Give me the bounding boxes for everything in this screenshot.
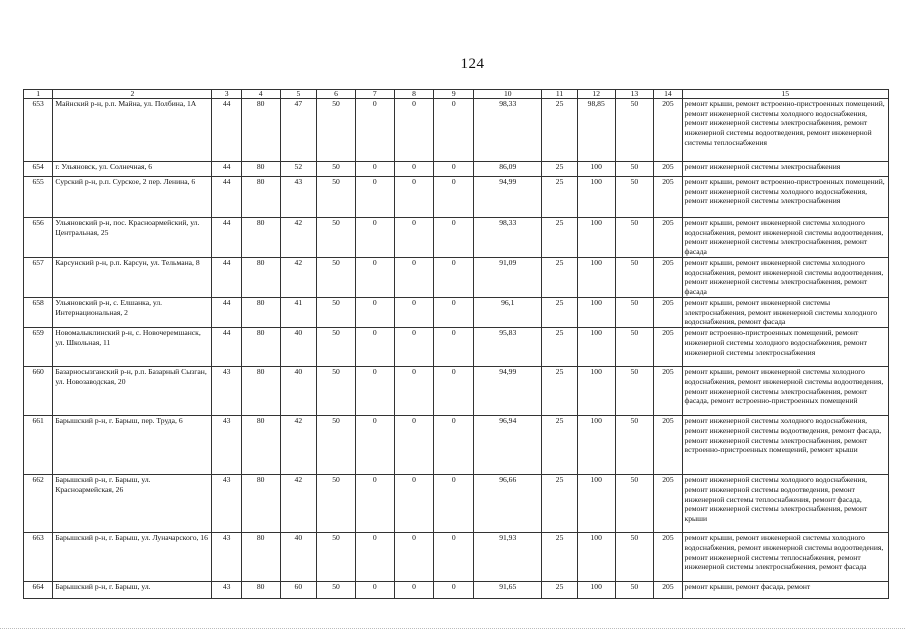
table-row xyxy=(24,416,889,475)
col-3: 44 xyxy=(212,258,241,298)
col-5: 60 xyxy=(280,582,317,599)
bottom-edge xyxy=(0,628,905,630)
col-10: 96,66 xyxy=(474,475,542,533)
col-5: 42 xyxy=(280,416,317,475)
col-6: 50 xyxy=(317,367,356,416)
col-13: 50 xyxy=(615,298,654,328)
col-12: 100 xyxy=(577,367,615,416)
col-6: 50 xyxy=(317,162,356,177)
col-13: 50 xyxy=(615,475,654,533)
column-header: 14 xyxy=(654,90,682,99)
col-7: 0 xyxy=(355,298,394,328)
col-4: 80 xyxy=(241,367,280,416)
column-header: 3 xyxy=(212,90,241,99)
col-11: 25 xyxy=(542,99,578,162)
col-7: 0 xyxy=(355,475,394,533)
col-12: 100 xyxy=(577,177,615,218)
col-10: 98,33 xyxy=(474,218,542,258)
col-11: 25 xyxy=(542,533,578,582)
col-5: 42 xyxy=(280,475,317,533)
row-number: 661 xyxy=(24,416,53,475)
col-9: 0 xyxy=(434,258,474,298)
address: г. Ульяновск, ул. Солнечная, 6 xyxy=(53,162,212,177)
column-header: 4 xyxy=(241,90,280,99)
col-14: 205 xyxy=(654,298,682,328)
col-9: 0 xyxy=(434,218,474,258)
col-14: 205 xyxy=(654,533,682,582)
col-3: 44 xyxy=(212,177,241,218)
col-9: 0 xyxy=(434,533,474,582)
col-5: 42 xyxy=(280,258,317,298)
col-9: 0 xyxy=(434,582,474,599)
column-header: 9 xyxy=(434,90,474,99)
row-number: 662 xyxy=(24,475,53,533)
col-9: 0 xyxy=(434,298,474,328)
col-8: 0 xyxy=(394,99,434,162)
table-row xyxy=(24,328,889,367)
column-header: 7 xyxy=(355,90,394,99)
works-list: ремонт инженерной системы холодного водоснабжения, ремонт инженерной системы водоотведения, ремонт фасада, ремонт инженерной системы электроснабжения, ремонт встроенно-пристроенных помещений, ремонт крыши xyxy=(682,416,888,475)
col-8: 0 xyxy=(394,416,434,475)
col-11: 25 xyxy=(542,367,578,416)
col-6: 50 xyxy=(317,533,356,582)
col-11: 25 xyxy=(542,177,578,218)
col-10: 86,09 xyxy=(474,162,542,177)
table-row xyxy=(24,582,889,599)
address: Карсунский р-н, р.п. Карсун, ул. Тельмана, 8 xyxy=(53,258,212,298)
works-list: ремонт крыши, ремонт инженерной системы электроснабжения, ремонт инженерной системы холодного водоснабжения, ремонт фасада xyxy=(682,298,888,328)
row-number: 664 xyxy=(24,582,53,599)
col-3: 43 xyxy=(212,475,241,533)
address: Барышский р-н, г. Барыш, пер. Труда, 6 xyxy=(53,416,212,475)
col-12: 100 xyxy=(577,258,615,298)
col-9: 0 xyxy=(434,162,474,177)
column-header: 13 xyxy=(615,90,654,99)
col-12: 100 xyxy=(577,218,615,258)
repair-program-table xyxy=(23,89,889,599)
col-5: 43 xyxy=(280,177,317,218)
row-number: 655 xyxy=(24,177,53,218)
col-12: 100 xyxy=(577,475,615,533)
col-10: 98,33 xyxy=(474,99,542,162)
col-6: 50 xyxy=(317,218,356,258)
address: Барышский р-н, г. Барыш, ул. Красноармейская, 26 xyxy=(53,475,212,533)
col-13: 50 xyxy=(615,258,654,298)
col-12: 100 xyxy=(577,162,615,177)
row-number: 660 xyxy=(24,367,53,416)
col-9: 0 xyxy=(434,416,474,475)
column-header: 8 xyxy=(394,90,434,99)
col-12: 100 xyxy=(577,533,615,582)
col-5: 52 xyxy=(280,162,317,177)
col-3: 44 xyxy=(212,162,241,177)
row-number: 659 xyxy=(24,328,53,367)
col-3: 44 xyxy=(212,298,241,328)
col-7: 0 xyxy=(355,582,394,599)
col-5: 40 xyxy=(280,367,317,416)
address: Ульяновский р-н, с. Елшанка, ул. Интернациональная, 2 xyxy=(53,298,212,328)
col-4: 80 xyxy=(241,416,280,475)
col-12: 98,85 xyxy=(577,99,615,162)
col-14: 205 xyxy=(654,328,682,367)
column-header: 6 xyxy=(317,90,356,99)
col-7: 0 xyxy=(355,367,394,416)
col-8: 0 xyxy=(394,298,434,328)
col-4: 80 xyxy=(241,162,280,177)
col-10: 94,99 xyxy=(474,177,542,218)
col-8: 0 xyxy=(394,367,434,416)
col-10: 94,99 xyxy=(474,367,542,416)
col-13: 50 xyxy=(615,533,654,582)
col-4: 80 xyxy=(241,475,280,533)
address: Барышский р-н, г. Барыш, ул. Луначарского, 16 xyxy=(53,533,212,582)
col-7: 0 xyxy=(355,533,394,582)
address: Новомалыклинский р-н, с. Новочеремшанск, ул. Школьная, 11 xyxy=(53,328,212,367)
col-7: 0 xyxy=(355,258,394,298)
col-4: 80 xyxy=(241,177,280,218)
column-header: 2 xyxy=(53,90,212,99)
col-12: 100 xyxy=(577,298,615,328)
col-13: 50 xyxy=(615,218,654,258)
col-13: 50 xyxy=(615,582,654,599)
col-4: 80 xyxy=(241,298,280,328)
col-9: 0 xyxy=(434,475,474,533)
column-header: 5 xyxy=(280,90,317,99)
col-7: 0 xyxy=(355,162,394,177)
column-header: 1 xyxy=(24,90,53,99)
col-13: 50 xyxy=(615,367,654,416)
address: Майнский р-н, р.п. Майна, ул. Полбина, 1А xyxy=(53,99,212,162)
works-list: ремонт крыши, ремонт инженерной системы холодного водоснабжения, ремонт инженерной системы водоотведения, ремонт инженерной системы электроснабжения, ремонт фасада xyxy=(682,258,888,298)
col-14: 205 xyxy=(654,416,682,475)
col-7: 0 xyxy=(355,416,394,475)
col-6: 50 xyxy=(317,416,356,475)
col-4: 80 xyxy=(241,582,280,599)
col-14: 205 xyxy=(654,367,682,416)
col-11: 25 xyxy=(542,298,578,328)
col-13: 50 xyxy=(615,162,654,177)
col-3: 44 xyxy=(212,218,241,258)
col-10: 91,65 xyxy=(474,582,542,599)
column-header: 15 xyxy=(682,90,888,99)
table-row xyxy=(24,162,889,177)
col-8: 0 xyxy=(394,218,434,258)
col-11: 25 xyxy=(542,475,578,533)
col-4: 80 xyxy=(241,533,280,582)
table-row xyxy=(24,298,889,328)
col-6: 50 xyxy=(317,99,356,162)
col-3: 43 xyxy=(212,582,241,599)
table-row xyxy=(24,533,889,582)
col-5: 40 xyxy=(280,533,317,582)
col-11: 25 xyxy=(542,328,578,367)
col-14: 205 xyxy=(654,258,682,298)
col-14: 205 xyxy=(654,582,682,599)
col-7: 0 xyxy=(355,218,394,258)
col-7: 0 xyxy=(355,328,394,367)
works-list: ремонт крыши, ремонт инженерной системы холодного водоснабжения, ремонт инженерной системы водоотведения, ремонт инженерной системы электроснабжения, ремонт фасада, ремонт встроенно-пристроенных помещений xyxy=(682,367,888,416)
col-11: 25 xyxy=(542,162,578,177)
col-9: 0 xyxy=(434,328,474,367)
row-number: 656 xyxy=(24,218,53,258)
col-8: 0 xyxy=(394,328,434,367)
col-9: 0 xyxy=(434,367,474,416)
col-4: 80 xyxy=(241,328,280,367)
row-number: 663 xyxy=(24,533,53,582)
col-6: 50 xyxy=(317,582,356,599)
column-header: 11 xyxy=(542,90,578,99)
col-14: 205 xyxy=(654,177,682,218)
col-13: 50 xyxy=(615,416,654,475)
col-7: 0 xyxy=(355,177,394,218)
col-6: 50 xyxy=(317,328,356,367)
col-9: 0 xyxy=(434,99,474,162)
row-number: 657 xyxy=(24,258,53,298)
row-number: 654 xyxy=(24,162,53,177)
table-row xyxy=(24,177,889,218)
col-8: 0 xyxy=(394,258,434,298)
col-8: 0 xyxy=(394,162,434,177)
works-list: ремонт инженерной системы холодного водоснабжения, ремонт инженерной системы водоотведения, ремонт инженерной системы теплоснабжения, ремонт фасада, ремонт инженерной системы электроснабжения, ремонт крыши xyxy=(682,475,888,533)
col-7: 0 xyxy=(355,99,394,162)
col-10: 91,09 xyxy=(474,258,542,298)
row-number: 658 xyxy=(24,298,53,328)
works-list: ремонт крыши, ремонт фасада, ремонт xyxy=(682,582,888,599)
col-12: 100 xyxy=(577,582,615,599)
col-4: 80 xyxy=(241,218,280,258)
address: Барышский р-н, г. Барыш, ул. xyxy=(53,582,212,599)
col-6: 50 xyxy=(317,475,356,533)
col-6: 50 xyxy=(317,177,356,218)
address: Сурский р-н, р.п. Сурское, 2 пер. Ленина, 6 xyxy=(53,177,212,218)
col-3: 43 xyxy=(212,533,241,582)
works-list: ремонт встроенно-пристроенных помещений, ремонт инженерной системы холодного водоснабжения, ремонт инженерной системы электроснабжения xyxy=(682,328,888,367)
col-5: 40 xyxy=(280,328,317,367)
col-6: 50 xyxy=(317,298,356,328)
col-12: 100 xyxy=(577,328,615,367)
page-number: 124 xyxy=(460,56,485,72)
col-12: 100 xyxy=(577,416,615,475)
col-14: 205 xyxy=(654,99,682,162)
table-row xyxy=(24,99,889,162)
col-10: 96,1 xyxy=(474,298,542,328)
table-row xyxy=(24,258,889,298)
col-5: 42 xyxy=(280,218,317,258)
col-8: 0 xyxy=(394,177,434,218)
col-10: 95,83 xyxy=(474,328,542,367)
col-6: 50 xyxy=(317,258,356,298)
works-list: ремонт крыши, ремонт инженерной системы холодного водоснабжения, ремонт инженерной системы водоотведения, ремонт инженерной системы электроснабжения, ремонт фасада xyxy=(682,218,888,258)
address: Базарносызганский р-н, р.п. Базарный Сызган, ул. Новозаводская, 20 xyxy=(53,367,212,416)
col-8: 0 xyxy=(394,475,434,533)
table-row xyxy=(24,218,889,258)
col-13: 50 xyxy=(615,328,654,367)
address: Ульяновский р-н, пос. Красноармейский, ул. Центральная, 25 xyxy=(53,218,212,258)
works-list: ремонт крыши, ремонт встроенно-пристроенных помещений, ремонт инженерной системы холодного водоснабжения, ремонт инженерной системы электроснабжения, ремонт инженерной системы водоотведения, ремонт инженерной системы теплоснабжения xyxy=(682,99,888,162)
col-5: 41 xyxy=(280,298,317,328)
col-9: 0 xyxy=(434,177,474,218)
col-13: 50 xyxy=(615,99,654,162)
col-11: 25 xyxy=(542,218,578,258)
row-number: 653 xyxy=(24,99,53,162)
col-10: 96,94 xyxy=(474,416,542,475)
col-10: 91,93 xyxy=(474,533,542,582)
table-row xyxy=(24,367,889,416)
works-list: ремонт крыши, ремонт инженерной системы холодного водоснабжения, ремонт инженерной системы водоотведения, ремонт инженерной системы теплоснабжения, ремонт инженерной системы электроснабжения, ремонт фасада xyxy=(682,533,888,582)
header-row xyxy=(24,90,889,99)
col-4: 80 xyxy=(241,99,280,162)
col-11: 25 xyxy=(542,416,578,475)
table-row xyxy=(24,475,889,533)
col-3: 43 xyxy=(212,367,241,416)
col-8: 0 xyxy=(394,582,434,599)
col-3: 44 xyxy=(212,99,241,162)
works-list: ремонт инженерной системы электроснабжения xyxy=(682,162,888,177)
col-3: 44 xyxy=(212,328,241,367)
col-5: 47 xyxy=(280,99,317,162)
col-13: 50 xyxy=(615,177,654,218)
col-11: 25 xyxy=(542,582,578,599)
col-14: 205 xyxy=(654,162,682,177)
col-14: 205 xyxy=(654,218,682,258)
col-14: 205 xyxy=(654,475,682,533)
col-8: 0 xyxy=(394,533,434,582)
column-header: 10 xyxy=(474,90,542,99)
col-3: 43 xyxy=(212,416,241,475)
col-11: 25 xyxy=(542,258,578,298)
col-4: 80 xyxy=(241,258,280,298)
works-list: ремонт крыши, ремонт встроенно-пристроенных помещений, ремонт инженерной системы холодного водоснабжения, ремонт инженерной системы электроснабжения xyxy=(682,177,888,218)
column-header: 12 xyxy=(577,90,615,99)
